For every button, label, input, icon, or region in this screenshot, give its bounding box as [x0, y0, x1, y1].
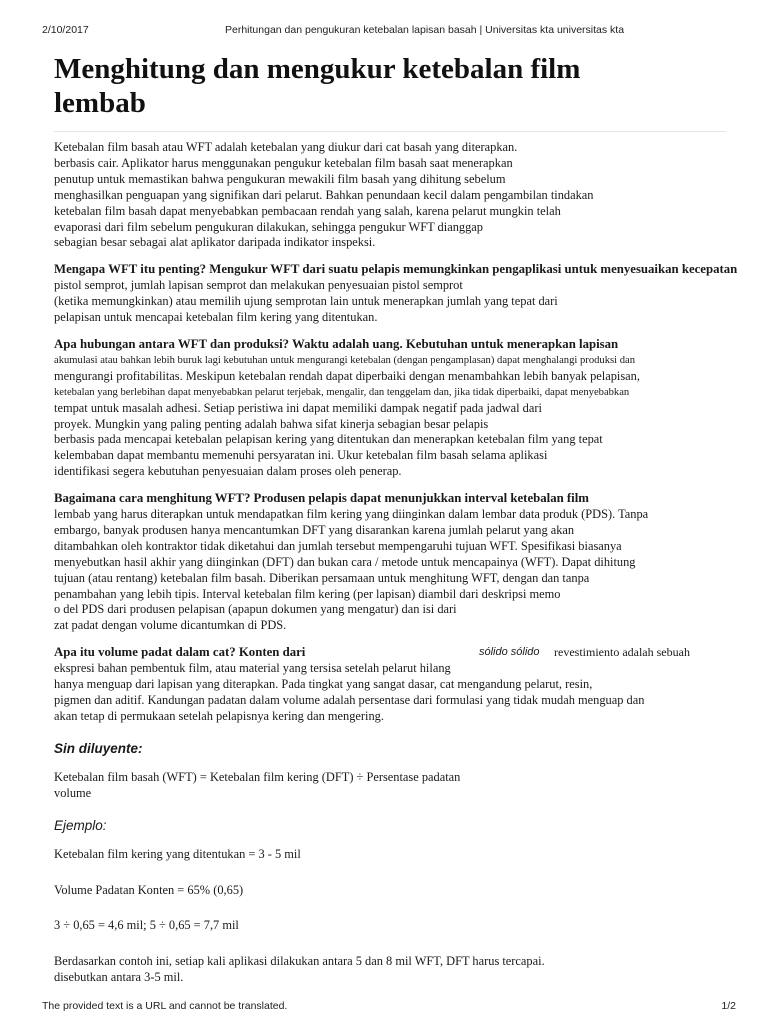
print-header — [42, 24, 726, 40]
paragraph-heading: Bagaimana cara menghitung WFT? Produsen pelapis dapat menunjukkan interval ketebalan film — [54, 491, 589, 506]
text-line: pistol semprot, jumlah lapisan semprot dan melakukan penyesuaian pistol semprot — [54, 278, 463, 293]
text-line: pigmen dan aditif. Kandungan padatan dalam volume adalah persentase dari formulasi yang tidak mudah menguap dan — [54, 693, 645, 707]
text-line: penambahan yang lebih tipis. Interval ketebalan film kering (per lapisan) diambil dari deskripsi memo — [54, 586, 561, 601]
text-line: hanya menguap dari lapisan yang diterapkan. Pada tingkat yang sangat dasar, cat mengandung pelarut, resin, — [54, 677, 593, 692]
paragraph-wft-definition — [54, 140, 736, 251]
footer-url-note: The provided text is a URL and cannot be translated. — [42, 1000, 288, 1012]
paragraph-wft-production — [54, 337, 736, 480]
text-line: tempat untuk masalah adhesi. Setiap peristiwa ini dapat memiliki dampak negatif pada jadwal dari — [54, 400, 542, 415]
text-line: Ketebalan film basah atau WFT adalah ketebalan yang diukur dari cat basah yang diterapkan. — [54, 140, 518, 154]
paragraph-heading: Mengapa WFT itu penting? Mengukur WFT dari suatu pelapis memungkinkan pengaplikasi untuk menyesuaikan kecepatan — [54, 262, 738, 277]
text-line: ditambahkan oleh kontraktor tidak diketahui dan jumlah tersebut mempengaruhi tujuan WFT. Spesifikasi biasanya — [54, 538, 622, 553]
text-line: penutup untuk memastikan bahwa pengukuran mewakili film basah yang dihitung sebelum — [54, 171, 506, 186]
solido-text: sólido sólido — [479, 646, 540, 659]
print-date: 2/10/2017 — [42, 24, 89, 36]
example-line: 3 ÷ 0,65 = 4,6 mil; 5 ÷ 0,65 = 7,7 mil — [54, 918, 239, 933]
text-line: akan tetap di permukaan setelah pelapisnya kering dan mengering. — [54, 708, 384, 723]
text-line: identifikasi segera kebutuhan penyesuaian dalam proses oleh penerap. — [54, 464, 402, 479]
conclusion-line: disebutkan antara 3-5 mil. — [54, 970, 184, 985]
text-line: zat padat dengan volume dicantumkan di PDS. — [54, 618, 287, 633]
example-block — [54, 847, 736, 987]
article-title-line: lembab — [54, 87, 146, 119]
example-heading: Ejemplo: — [54, 817, 107, 833]
text-line: o del PDS dari produsen pelapisan (apapun dokumen yang mengatur) dan isi dari — [54, 602, 457, 617]
print-page-title: Perhitungan dan pengukuran ketebalan lapisan basah | Universitas kta universitas kta — [225, 24, 625, 36]
text-line: menghasilkan penguapan yang signifikan dari pelarut. Bahkan penundaan kecil dalam pengambilan tindakan — [54, 187, 594, 202]
paragraph-why-wft-important — [54, 262, 736, 326]
article-title-line: Menghitung dan mengukur ketebalan film — [54, 53, 581, 85]
text-line: ekspresi bahan pembentuk film, atau material yang tersisa setelah pelarut hilang — [54, 661, 451, 676]
paragraph-heading: Apa hubungan antara WFT dan produksi? Waktu adalah uang. Kebutuhan untuk menerapkan lapisan — [54, 336, 619, 351]
text-line: sebagian besar sebagai alat aplikator daripada indikator inspeksi. — [54, 235, 376, 250]
paragraph-how-calculate-wft — [54, 491, 736, 634]
no-diluent-heading: Sin diluyente: — [54, 740, 143, 756]
text-line: tujuan (atau rentang) ketebalan film basah. Diberikan persamaan untuk menghitung WFT, dengan dan tanpa — [54, 570, 590, 585]
text-line: menyebutkan hasil akhir yang diinginkan (DFT) dan bukan cara / metode untuk mencapainya (WFT). Dapat dihitung — [54, 554, 636, 569]
formula-line: volume — [54, 785, 92, 800]
text-line: berbasis pada mencapai ketebalan pelapisan kering yang ditentukan dan menerapkan ketebalan film yang tepat — [54, 432, 603, 447]
paragraph-heading: Apa itu volume padat dalam cat? Konten dari — [54, 645, 306, 660]
conclusion-line: Berdasarkan contoh ini, setiap kali aplikasi dilakukan antara 5 dan 8 mil WFT, DFT harus tercapai. — [54, 954, 545, 969]
article-title — [54, 52, 654, 120]
text-line: embargo, banyak produsen hanya mencantumkan DFT yang disarankan karena jumlah pelarut yang akan — [54, 522, 575, 537]
text-line: berbasis cair. Aplikator harus menggunakan pengukur ketebalan film basah saat menerapkan — [54, 155, 513, 170]
text-line: mengurangi profitabilitas. Meskipun ketebalan rendah dapat diperbaiki dengan menambahkan lebih banyak pelapisan, — [54, 368, 640, 383]
page-number: 1/2 — [721, 1000, 736, 1012]
example-line: Ketebalan film kering yang ditentukan = 3 - 5 mil — [54, 846, 301, 861]
text-line: lembab yang harus diterapkan untuk mendapatkan film kering yang diinginkan dalam lembar data produk (PDS). Tanpa — [54, 507, 649, 522]
title-divider — [54, 131, 726, 132]
formula-line: Ketebalan film basah (WFT) = Ketebalan film kering (DFT) ÷ Persentase padatan — [54, 769, 461, 784]
text-line: ketebalan film basah dapat menyebabkan pembacaan rendah yang salah, karena pelarut mungkin telah — [54, 203, 561, 218]
solido-rest-text: revestimiento adalah sebuah — [554, 645, 690, 660]
example-line: Volume Padatan Konten = 65% (0,65) — [54, 882, 244, 897]
text-line: (ketika memungkinkan) atau memilih ujung semprotan lain untuk menerapkan jumlah yang tepat dari — [54, 294, 558, 309]
text-line: ketebalan yang berlebihan dapat menyebabkan pelarut terjebak, mengalir, dan tenggelam dan, jika tidak diperbaiki, dapat menyebabkan — [54, 386, 630, 398]
text-line: akumulasi atau bahkan lebih buruk lagi kebutuhan untuk mengurangi ketebalan (dengan pengamplasan) dapat menghalangi produksi dan — [54, 354, 636, 366]
paragraph-heading-row — [54, 645, 736, 661]
article — [54, 52, 736, 986]
text-line: pelapisan untuk mencapai ketebalan film kering yang ditentukan. — [54, 310, 378, 325]
text-line: evaporasi dari film sebelum pengukuran dilakukan, sehingga pengukur WFT dianggap — [54, 219, 483, 234]
formula-block — [54, 770, 736, 802]
paragraph-volume-solids — [54, 645, 736, 725]
print-footer — [42, 1000, 736, 1014]
text-line: kelembaban dapat membantu memenuhi persyaratan ini. Ukur ketebalan film basah selama aplikasi — [54, 448, 548, 463]
text-line: proyek. Mungkin yang paling penting adalah bahwa sifat kinerja sebagian besar pelapis — [54, 416, 489, 431]
